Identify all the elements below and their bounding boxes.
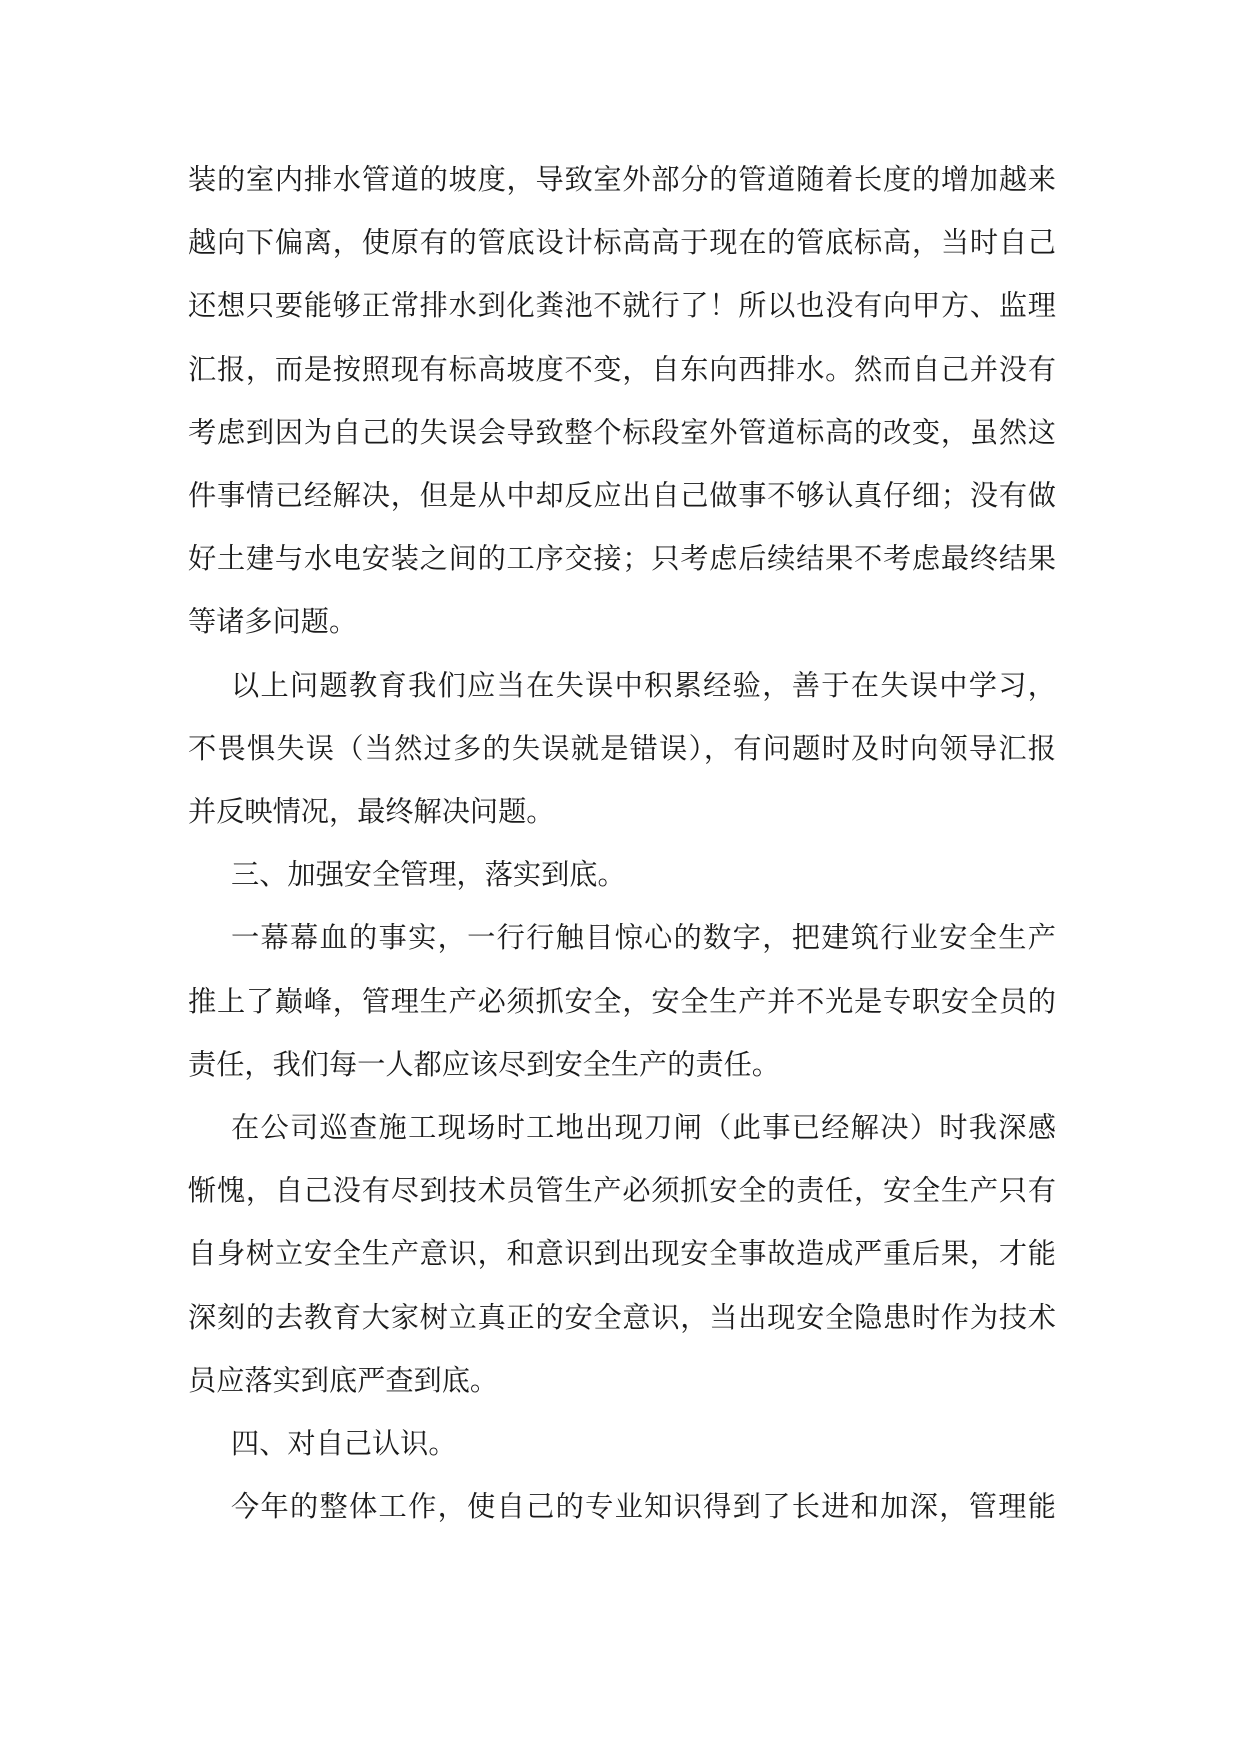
text-line-11: 并反映情况，最终解决问题。 — [188, 795, 555, 828]
text-line-13: 一幕幕血的事实，一行行触目惊心的数字，把建筑行业安全生产 — [231, 921, 1056, 954]
text-line-6: 件事情已经解决，但是从中却反应出自己做事不够认真仔细；没有做 — [188, 479, 1056, 512]
text-line-7: 好土建与水电安装之间的工序交接；只考虑后续结果不考虑最终结果 — [188, 542, 1056, 575]
text-line-14: 推上了巅峰，管理生产必须抓安全，安全生产并不光是专职安全员的 — [188, 985, 1056, 1018]
text-line-18: 自身树立安全生产意识，和意识到出现安全事故造成严重后果，才能 — [188, 1237, 1056, 1270]
text-line-5: 考虑到因为自己的失误会导致整个标段室外管道标高的改变，虽然这 — [188, 416, 1056, 449]
text-line-17: 惭愧，自己没有尽到技术员管生产必须抓安全的责任，安全生产只有 — [188, 1174, 1056, 1207]
text-line-2: 越向下偏离，使原有的管底设计标高高于现在的管底标高，当时自己 — [188, 226, 1056, 259]
text-line-16: 在公司巡查施工现场时工地出现刀闸（此事已经解决）时我深感 — [231, 1111, 1056, 1144]
text-line-22: 今年的整体工作，使自己的专业知识得到了长进和加深，管理能 — [231, 1490, 1056, 1523]
section-heading-4: 四、对自己认识。 — [231, 1427, 457, 1460]
text-line-10: 不畏惧失误（当然过多的失误就是错误），有问题时及时向领导汇报 — [188, 732, 1056, 765]
text-line-3: 还想只要能够正常排水到化粪池不就行了！所以也没有向甲方、监理 — [188, 289, 1056, 322]
text-line-15: 责任，我们每一人都应该尽到安全生产的责任。 — [188, 1048, 780, 1081]
section-heading-3: 三、加强安全管理，落实到底。 — [231, 858, 626, 891]
text-line-20: 员应落实到底严查到底。 — [188, 1364, 499, 1397]
text-line-1: 装的室内排水管道的坡度，导致室外部分的管道随着长度的增加越来 — [188, 163, 1056, 196]
text-line-9: 以上问题教育我们应当在失误中积累经验，善于在失误中学习， — [231, 669, 1056, 702]
text-line-8: 等诸多问题。 — [188, 605, 358, 638]
text-line-19: 深刻的去教育大家树立真正的安全意识，当出现安全隐患时作为技术 — [188, 1301, 1056, 1334]
text-line-4: 汇报，而是按照现有标高坡度不变，自东向西排水。然而自己并没有 — [188, 353, 1056, 386]
